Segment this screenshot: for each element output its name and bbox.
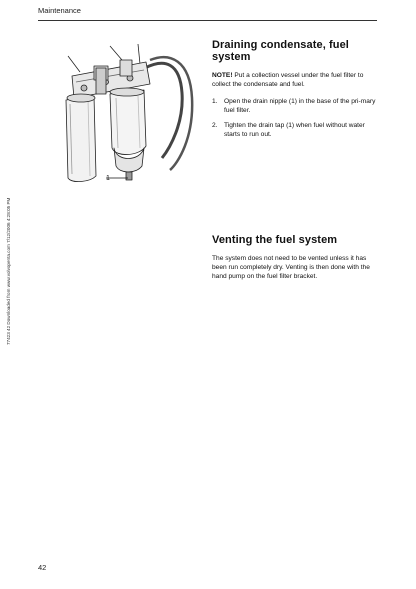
step-2: [212, 121, 380, 139]
step-text: Open the drain nipple (1) in the base of the pri-mary fuel filter.: [224, 98, 376, 114]
step-number: 1.: [212, 98, 218, 105]
venting-section: [212, 234, 380, 289]
note-label: NOTE!: [212, 72, 233, 79]
header-rule: [38, 20, 377, 21]
drain-steps: [212, 97, 380, 139]
drain-section-title: Draining condensate, fuel system: [212, 39, 349, 63]
step-number: 2.: [212, 122, 218, 129]
step-text: Tighten the drain tap (1) when fuel without water starts to run out.: [224, 122, 365, 138]
fuel-filter-illustration: [50, 38, 200, 196]
page-number: 42: [38, 563, 47, 572]
venting-text: The system does not need to be vented unless it has been run completely dry. Venting is then done with the hand pump on the fuel filter bracket.: [212, 255, 370, 280]
drain-note: [212, 71, 380, 89]
step-1: [212, 97, 380, 115]
figure-callout-1: 1: [106, 175, 110, 182]
download-watermark: 77423 42 Downloaded from www.volvopenta.com 7/12/2006 4:28:05 PM: [6, 197, 11, 345]
running-header: Maintenance: [38, 6, 81, 15]
venting-section-title: Venting the fuel system: [212, 234, 338, 246]
drain-section: [212, 39, 380, 145]
note-text: Put a collection vessel under the fuel filter to collect the condensate and fuel.: [212, 72, 364, 88]
